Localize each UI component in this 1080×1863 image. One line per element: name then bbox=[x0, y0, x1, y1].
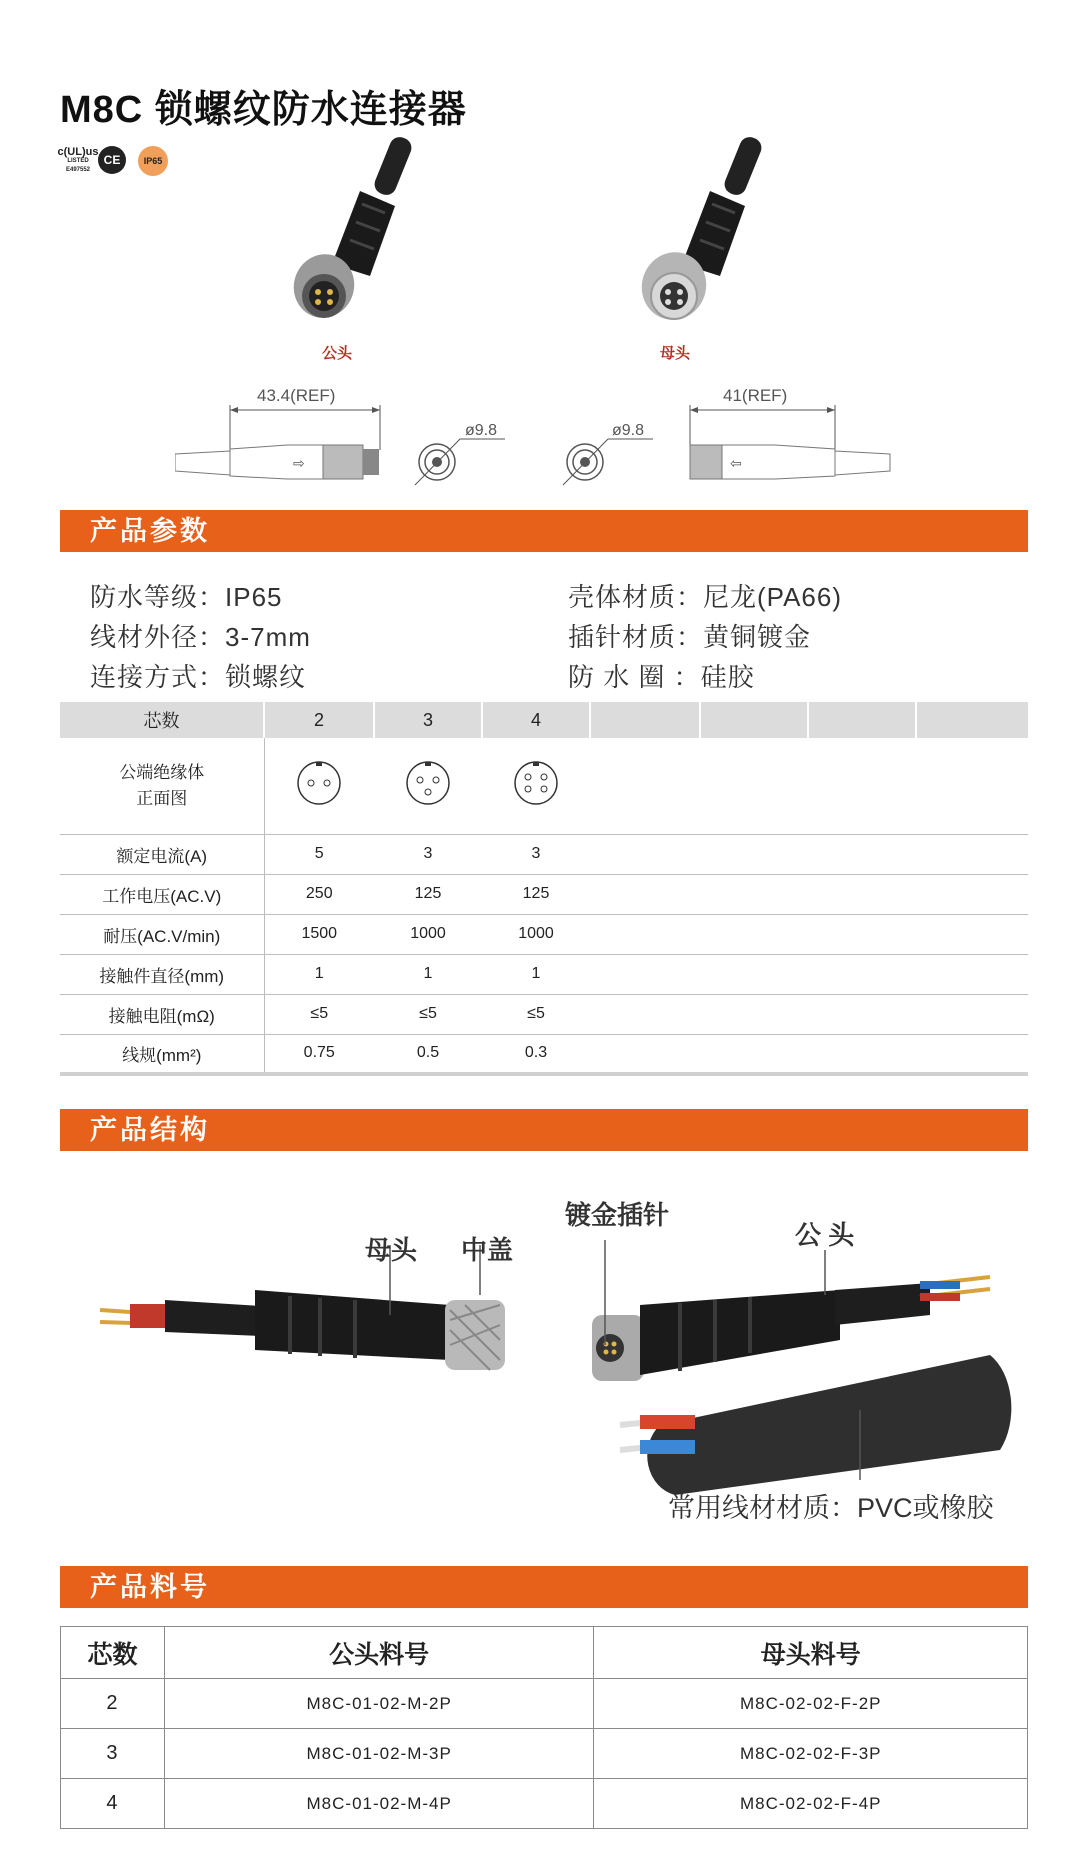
spec-value: ≤5 bbox=[374, 994, 482, 1034]
spec-header-3: 3 bbox=[374, 702, 482, 738]
spec-value: 0.3 bbox=[482, 1034, 590, 1074]
insulator-3pin-icon bbox=[403, 758, 453, 808]
pn-cores: 4 bbox=[61, 1779, 165, 1829]
spec-header-4: 4 bbox=[482, 702, 590, 738]
label-cable-material: 常用线材材质：PVC或橡胶 bbox=[668, 1493, 994, 1523]
spec-value: 3 bbox=[482, 834, 590, 874]
insulator-label-line2: 正面图 bbox=[136, 788, 188, 808]
spec-value: 125 bbox=[374, 874, 482, 914]
param-seal bbox=[568, 657, 755, 694]
svg-text:⇨: ⇨ bbox=[293, 456, 305, 472]
pn-male: M8C-01-02-M-3P bbox=[164, 1729, 594, 1779]
pn-cores: 2 bbox=[61, 1679, 165, 1729]
section-params-header: 产品参数 bbox=[60, 510, 1028, 552]
pn-header-cores: 芯数 bbox=[61, 1627, 165, 1679]
pn-male: M8C-01-02-M-2P bbox=[164, 1679, 594, 1729]
spec-value: 0.5 bbox=[374, 1034, 482, 1074]
table-row bbox=[61, 1679, 1028, 1729]
spec-header-empty bbox=[808, 702, 916, 738]
structure-leader-lines bbox=[380, 1235, 900, 1495]
spec-header-empty bbox=[590, 702, 700, 738]
section-part-numbers-header: 产品料号 bbox=[60, 1566, 1028, 1608]
spec-row-resistance bbox=[60, 994, 1028, 1034]
pn-female: M8C-02-02-F-3P bbox=[594, 1729, 1028, 1779]
spec-row-wire-gauge bbox=[60, 1034, 1028, 1074]
spec-value: ≤5 bbox=[264, 994, 374, 1034]
param-label: 插针材质： bbox=[568, 622, 704, 652]
spec-value: 1000 bbox=[374, 914, 482, 954]
spec-value: 0.75 bbox=[264, 1034, 374, 1074]
param-label: 连接方式： bbox=[90, 662, 226, 692]
ul-listed-logo bbox=[57, 145, 99, 176]
param-waterproof bbox=[90, 577, 283, 614]
spec-row-insulator bbox=[60, 738, 1028, 834]
pn-female: M8C-02-02-F-2P bbox=[594, 1679, 1028, 1729]
insulator-4pin bbox=[482, 738, 590, 834]
param-label: 防水等级： bbox=[90, 582, 226, 612]
param-value: IP65 bbox=[225, 582, 283, 612]
param-label: 防 水 圈 ： bbox=[568, 662, 701, 692]
param-value: 3-7mm bbox=[225, 622, 311, 652]
part-number-table bbox=[60, 1626, 1028, 1829]
spec-value: 1 bbox=[264, 954, 374, 994]
spec-value: 125 bbox=[482, 874, 590, 914]
spec-header-row bbox=[60, 702, 1028, 738]
insulator-2pin-icon bbox=[294, 758, 344, 808]
label-male-head: 公 头 bbox=[795, 1220, 855, 1250]
spec-row-withstand bbox=[60, 914, 1028, 954]
spec-table bbox=[60, 702, 1028, 1076]
spec-label: 接触件直径(mm) bbox=[60, 954, 264, 994]
male-diameter-label: ø9.8 bbox=[465, 422, 498, 439]
pn-header-male: 公头料号 bbox=[164, 1627, 594, 1679]
page-title: M8C 锁螺纹防水连接器 bbox=[60, 89, 467, 131]
pn-header-row bbox=[61, 1627, 1028, 1679]
pn-female: M8C-02-02-F-4P bbox=[594, 1779, 1028, 1829]
insulator-4pin-icon bbox=[511, 758, 561, 808]
pn-male: M8C-01-02-M-4P bbox=[164, 1779, 594, 1829]
param-label: 线材外径： bbox=[90, 622, 226, 652]
spec-row-contact-diameter bbox=[60, 954, 1028, 994]
section-structure-header: 产品结构 bbox=[60, 1109, 1028, 1151]
spec-header-2: 2 bbox=[264, 702, 374, 738]
male-connector-image bbox=[290, 136, 430, 336]
male-length-label: 43.4(REF) bbox=[257, 386, 336, 405]
spec-label: 接触电阻(mΩ) bbox=[60, 994, 264, 1034]
param-pin-material bbox=[568, 617, 811, 654]
table-row bbox=[61, 1779, 1028, 1829]
spec-value: 5 bbox=[264, 834, 374, 874]
param-value: 锁螺纹 bbox=[225, 662, 307, 692]
insulator-2pin bbox=[264, 738, 374, 834]
female-length-label: 41(REF) bbox=[723, 386, 788, 405]
param-cable-diameter bbox=[90, 617, 311, 654]
param-value: 黄铜镀金 bbox=[703, 622, 812, 652]
param-shell-material bbox=[568, 577, 842, 614]
dimension-drawings bbox=[175, 375, 895, 490]
label-female-head: 母头 bbox=[365, 1235, 418, 1265]
insulator-label-line1: 公端绝缘体 bbox=[119, 762, 205, 782]
pn-header-female: 母头料号 bbox=[594, 1627, 1028, 1679]
spec-value: 1 bbox=[374, 954, 482, 994]
pn-cores: 3 bbox=[61, 1729, 165, 1779]
ip65-logo: IP65 bbox=[138, 146, 168, 176]
insulator-3pin bbox=[374, 738, 482, 834]
table-row bbox=[61, 1729, 1028, 1779]
spec-label-insulator bbox=[60, 738, 264, 834]
param-label: 壳体材质： bbox=[568, 582, 704, 612]
spec-label: 工作电压(AC.V) bbox=[60, 874, 264, 914]
spec-header-empty bbox=[700, 702, 808, 738]
spec-value: 1 bbox=[482, 954, 590, 994]
label-gold-pins: 镀金插针 bbox=[565, 1200, 670, 1230]
spec-value: ≤5 bbox=[482, 994, 590, 1034]
spec-label: 耐压(AC.V/min) bbox=[60, 914, 264, 954]
spec-value: 1500 bbox=[264, 914, 374, 954]
spec-row-voltage bbox=[60, 874, 1028, 914]
spec-row-current bbox=[60, 834, 1028, 874]
male-caption: 公头 bbox=[322, 345, 353, 362]
spec-value: 1000 bbox=[482, 914, 590, 954]
female-caption: 母头 bbox=[660, 345, 691, 362]
spec-header-empty bbox=[916, 702, 1028, 738]
female-connector-image bbox=[640, 136, 780, 336]
ce-logo: CE bbox=[98, 146, 126, 174]
spec-header-cores: 芯数 bbox=[60, 702, 264, 738]
label-middle-cap: 中盖 bbox=[461, 1235, 514, 1265]
ul-listed-text: LISTED E497552 bbox=[65, 157, 91, 173]
param-value: 尼龙(PA66) bbox=[703, 582, 843, 612]
spec-value: 3 bbox=[374, 834, 482, 874]
svg-text:⇦: ⇦ bbox=[730, 456, 742, 472]
param-value: 硅胶 bbox=[700, 662, 755, 692]
spec-label: 线规(mm²) bbox=[60, 1034, 264, 1074]
female-diameter-label: ø9.8 bbox=[612, 422, 645, 439]
ul-mark-icon: c(UL)us bbox=[57, 145, 99, 158]
spec-label: 额定电流(A) bbox=[60, 834, 264, 874]
param-connection bbox=[90, 657, 306, 694]
spec-value: 250 bbox=[264, 874, 374, 914]
